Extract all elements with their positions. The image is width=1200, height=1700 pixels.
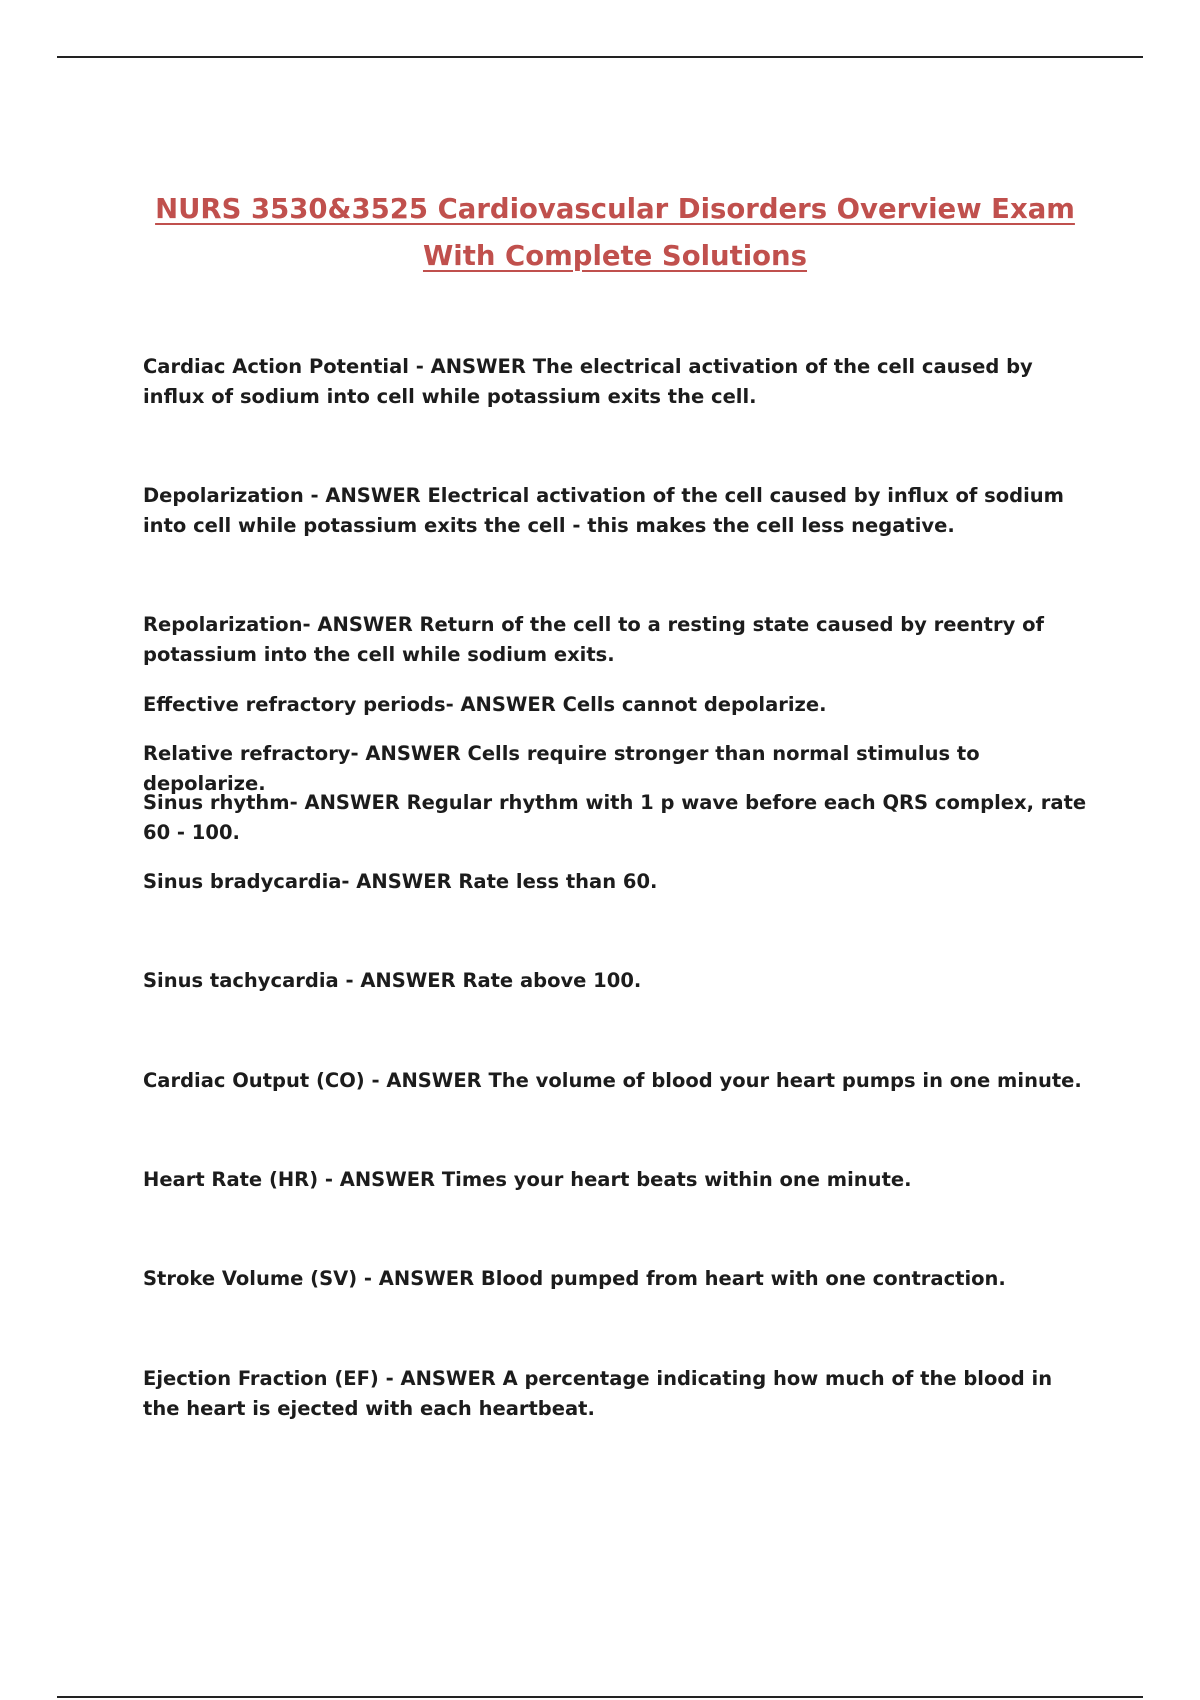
entry-answer: Times your heart beats within one minute. xyxy=(441,1168,912,1191)
qa-entry-stroke-volume xyxy=(143,1264,1088,1294)
entry-answer: Return of the cell to a resting state caused by reentry of potassium into the cell while sodium exits. xyxy=(143,613,1044,666)
entry-answer: Rate less than 60. xyxy=(458,870,658,893)
entry-term: Depolarization - ANSWER xyxy=(143,484,421,507)
entry-answer: Blood pumped from heart with one contraction. xyxy=(480,1267,1006,1290)
qa-entry-repolarization xyxy=(143,610,1088,669)
entry-term: Effective refractory periods- ANSWER xyxy=(143,693,556,716)
entry-answer: The volume of blood your heart pumps in one minute. xyxy=(488,1069,1082,1092)
entry-term: Sinus tachycardia - ANSWER xyxy=(143,969,456,992)
entry-answer: Regular rhythm with 1 p wave before each QRS complex, rate 60 - 100. xyxy=(143,791,1087,844)
entry-answer: Rate above 100. xyxy=(462,969,642,992)
entry-term: Ejection Fraction (EF) - ANSWER xyxy=(143,1367,496,1390)
entry-term: Cardiac Output (CO) - ANSWER xyxy=(143,1069,482,1092)
qa-entry-sinus-rhythm xyxy=(143,788,1088,847)
entry-answer: Electrical activation of the cell caused by influx of sodium into cell while potassium exits the cell - this makes the cell less negative. xyxy=(143,484,1065,537)
qa-entry-depolarization xyxy=(143,481,1088,540)
qa-entry-sinus-tachycardia xyxy=(143,966,1088,996)
entry-term: Relative refractory- ANSWER xyxy=(143,742,461,765)
title-line-1: NURS 3530&3525 Cardiovascular Disorders Overview Exam xyxy=(155,193,1075,225)
entry-answer: Cells require stronger than normal stimulus to depolarize. xyxy=(143,742,980,795)
qa-entry-effective-refractory xyxy=(143,690,1088,720)
entry-answer: A percentage indicating how much of the blood in the heart is ejected with each heartbeat. xyxy=(143,1367,1053,1420)
entry-term: Sinus rhythm- ANSWER xyxy=(143,791,400,814)
qa-entry-cardiac-output xyxy=(143,1066,1088,1096)
entry-answer: The electrical activation of the cell caused by influx of sodium into cell while potassium exits the cell. xyxy=(143,355,1033,408)
entry-term: Cardiac Action Potential - ANSWER xyxy=(143,355,526,378)
document-title xyxy=(0,186,1200,280)
qa-entry-ejection-fraction xyxy=(143,1364,1088,1423)
bottom-rule xyxy=(57,1696,1143,1698)
entry-term: Stroke Volume (SV) - ANSWER xyxy=(143,1267,475,1290)
qa-entry-sinus-bradycardia xyxy=(143,867,1088,897)
entry-term: Heart Rate (HR) - ANSWER xyxy=(143,1168,436,1191)
entry-term: Sinus bradycardia- ANSWER xyxy=(143,870,452,893)
title-line-2: With Complete Solutions xyxy=(422,240,808,272)
entry-term: Repolarization- ANSWER xyxy=(143,613,413,636)
qa-entry-cardiac-action-potential xyxy=(143,352,1088,411)
qa-entry-heart-rate xyxy=(143,1165,1088,1195)
top-rule xyxy=(57,56,1143,58)
entry-answer: Cells cannot depolarize. xyxy=(562,693,827,716)
